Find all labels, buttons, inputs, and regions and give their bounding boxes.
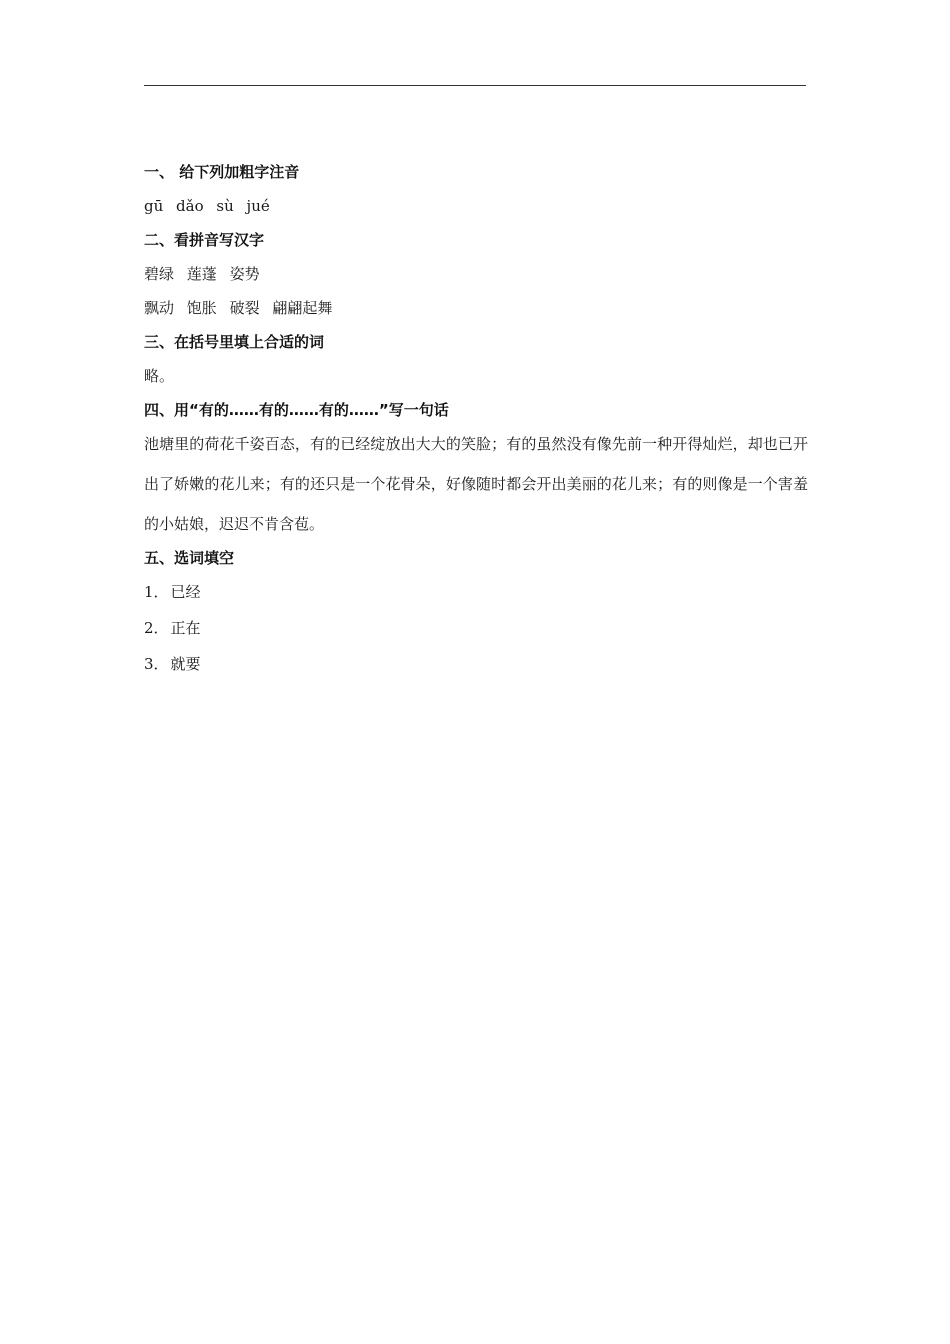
hanzi-3: 姿势 [229, 265, 260, 283]
section-3-heading: 三、在括号里填上合适的词 [144, 333, 325, 351]
hanzi-6: 破裂 [229, 299, 260, 317]
list-item-number: 2． [144, 619, 169, 637]
section-4-heading: 四、用“有的……有的……有的……”写一句话 [144, 401, 449, 419]
hanzi-1: 碧绿 [144, 265, 175, 283]
section-5-heading: 五、选词填空 [144, 549, 235, 567]
hanzi-7: 翩翩起舞 [272, 299, 333, 317]
list-item [144, 652, 808, 676]
answer-content [144, 160, 808, 688]
list-item-number: 1． [144, 583, 169, 601]
hanzi-2: 莲蓬 [186, 265, 217, 283]
section-2-heading: 二、看拼音写汉字 [144, 231, 265, 249]
pinyin-2: dǎo [176, 197, 204, 215]
hanzi-answers-line-2 [144, 296, 808, 320]
hanzi-answers-line-1 [144, 262, 808, 286]
list-item [144, 616, 808, 640]
list-item-text: 正在 [170, 619, 201, 637]
pinyin-answers [144, 194, 808, 218]
list-item-number: 3． [144, 655, 169, 673]
section-3-answer: 略。 [144, 367, 175, 385]
pinyin-3: sù [216, 197, 234, 215]
section-4-paragraph: 池塘里的荷花千姿百态，有的已经绽放出大大的笑脸；有的虽然没有像先前一种开得灿烂，却也已开出了娇嫩的花儿来；有的还只是一个花骨朵，好像随时都会开出美丽的花儿来；有的则像是一个害羞的小姑娘，迟迟不肯含苞。 [144, 435, 808, 533]
hanzi-4: 飘动 [144, 299, 175, 317]
list-item [144, 580, 808, 604]
header-rule [144, 85, 806, 86]
pinyin-4: jué [246, 197, 270, 215]
pinyin-1: gū [144, 197, 164, 215]
list-item-text: 就要 [170, 655, 201, 673]
section-1-heading: 一、 给下列加粗字注音 [144, 163, 300, 181]
list-item-text: 已经 [170, 583, 201, 601]
hanzi-5: 饱胀 [186, 299, 217, 317]
